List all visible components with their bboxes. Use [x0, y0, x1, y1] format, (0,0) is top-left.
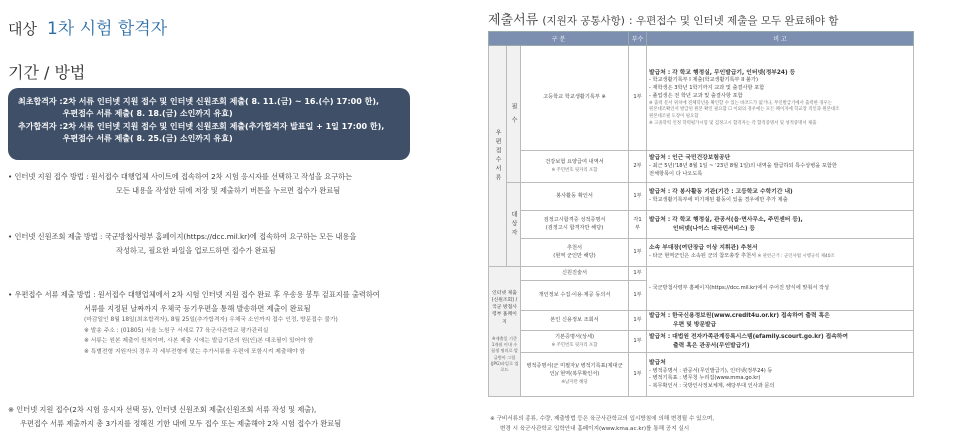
doc-reco	[521, 239, 629, 267]
deadline-first-line2: 우편접수 서류 제출( 8. 18.(금) 소인까지 유효)	[62, 108, 233, 118]
method-postal-address: ※ 발송 주소 : (01805) 서울 노원구 서세로 77 육군사관학교 평가관리실	[84, 327, 269, 334]
doc-credit-issuer: 발급처 : 한국신용정보원(www.credit4u.or.kr) 접속하여 출력 혹은	[649, 313, 830, 319]
doc-reco-remarks	[647, 239, 914, 267]
bottom-note-line1: ※ 인터넷 지원 접수(2차 시험 응시자 선택 등), 인터넷 신원조회 제출(신원조회 서류 작성 및 제출),	[8, 405, 317, 414]
doc-health	[521, 151, 629, 183]
doc-hs-note2: 원본대조확인서 발급된 원본 확인 필요함 ☐ 이외의 경우에는 모든 페이지에 학교장 직인과 원본대조	[649, 107, 840, 113]
method-postal-line2: 서류를 지정된 날짜까지 우체국 등기우편을 통해 발송하면 제출이 완료됨	[84, 303, 311, 313]
deadline-additional-head: 추가합격자 :	[18, 122, 63, 132]
doc-exam-line1: 인터넷(나이스 대국민서비스) 등	[673, 225, 756, 232]
doc-basic-line1: 출력 혹은 관공서(무인발급기)	[673, 342, 750, 349]
doc-exam-name: 검정고시합격증 성적증명서	[543, 216, 606, 223]
bottom-note	[8, 403, 341, 430]
doc-exam-copies: 각1부	[629, 211, 647, 239]
method-internet-apply-line2: 모든 내용을 작성한 뒤에 저장 및 제출하기 버튼을 누르면 접수가 완료됨	[116, 185, 341, 195]
doc-military	[521, 353, 629, 397]
doc-basic-sub: ※ 주민번호 뒷자리 포함	[551, 342, 598, 348]
method-internet-apply-line1: • 인터넷 지원 접수 방법 : 원서접수 대행업체 사이트에 접속하여 2차 시험 응시자를 선택하고 작성을 요구하는	[8, 172, 353, 181]
table-header-row	[489, 32, 914, 46]
doc-credit-line1: 우편 및 방문발급	[673, 321, 717, 328]
doc-identity: 신원진술서	[521, 267, 629, 281]
group-required: 필 수	[507, 46, 521, 183]
deadline-first-line1: 2차 서류 인터넷 지원 접수 및 인터넷 신원조회 제출( 8. 11.(금) ~ 16.(수) 17:00 한),	[62, 97, 380, 106]
doc-hs-issuer: 발급처 : 각 학교 행정실, 무인발급기, 인터넷(정부24) 등	[649, 69, 796, 76]
doc-health-sub: ※ 주민번호 뒷자리 포함	[551, 167, 598, 173]
table-row	[489, 331, 914, 353]
doc-hs-copies: 1부	[629, 46, 647, 151]
doc-military-name: 병적증명서(군 미필자)/ 병적기록표(제대군인)/ 현역(복무확인서)	[526, 363, 623, 377]
documents-title-rest: : 우편접수 및 인터넷 제출을 모두 완료해야 함	[629, 15, 839, 27]
method-internet-apply	[8, 170, 448, 197]
doc-health-line2: 전체항목이 다 나오도록	[649, 170, 703, 177]
deadline-first	[18, 96, 400, 119]
doc-health-remarks	[647, 151, 914, 183]
left-panel	[0, 0, 468, 446]
table-row	[489, 267, 914, 281]
doc-health-issuer: 발급처 : 인근 국민건강보험공단	[649, 155, 731, 162]
target-label: 대상	[8, 20, 37, 38]
group-internet-label: 인터넷 제출 (신원조회) / 국군 방첩사령부 홈페이지	[491, 290, 518, 325]
table-row	[489, 239, 914, 267]
method-postal-line3: (마감일인 8월 18일(최초합격자), 8월 25일(추가합격자) 우체국 소인까지 접수 인정, 방문접수 불가)	[84, 317, 338, 324]
doc-hs-line3: - 졸업생은 전 학년 교과 및 출결사항 포함	[649, 93, 743, 100]
method-internet-check-line1: • 인터넷 신원조회 제출 방법 : 국군방첩사령부 홈페이지(https://dcc.mil.kr)에 접속하여 요구하는 모든 내용을	[8, 232, 357, 241]
method-internet-check-line2: 작성하고, 필요한 파일을 업로드하면 접수가 완료됨	[116, 245, 276, 255]
header-copies: 부수	[629, 32, 647, 46]
table-note	[490, 415, 714, 434]
target-value: 1차 시험 합격자	[46, 19, 168, 39]
doc-reco-name: 추천서	[566, 244, 583, 251]
doc-health-copies: 2부	[629, 151, 647, 183]
doc-military-issuer: 발급처	[649, 359, 666, 366]
documents-table	[488, 31, 914, 397]
doc-military-copies: 1부	[629, 353, 647, 397]
method-postal	[8, 288, 448, 357]
doc-hs-line1: - 학교생활기록부 I 제출(학교생활기록부 II 불가)	[649, 77, 758, 84]
doc-health-name: 건강보험 요양급여 내역서	[545, 158, 604, 165]
doc-basic-remarks	[647, 331, 914, 353]
table-row	[489, 311, 914, 331]
group-applicable: 대상자	[507, 183, 521, 267]
deadline-additional	[18, 121, 400, 144]
table-row	[489, 353, 914, 397]
doc-reco-line1: - 타군 현역군인은 소속된 군의 참모총장 추천서	[649, 252, 756, 259]
doc-exam	[521, 211, 629, 239]
doc-hs-line2: - 재학생은 3학년 1학기까지 교과 및 출결사항 포함	[649, 85, 765, 92]
documents-title	[488, 9, 839, 28]
doc-volunteer-remarks	[647, 183, 914, 211]
documents-title-paren: (지원자 공통사항)	[542, 15, 625, 27]
header-category: 구 분	[489, 32, 629, 46]
method-internet-check	[8, 230, 448, 257]
deadline-box	[8, 88, 410, 160]
doc-hs-note1: ※ 출력 문서 위치에 전체학년을 확인할 수 있는 바코드가 없거나, 무인발급기에서 출력한 경우는	[649, 100, 833, 106]
doc-exam-sub: (검정고시 합격자만 해당)	[545, 224, 604, 231]
doc-basic	[521, 331, 629, 353]
doc-volunteer-issuer: 발급처 : 각 봉사활동 기관(기간 : 고등학교 수학기간 내)	[649, 189, 793, 196]
method-postal-original-note: ※ 서류는 원본 제출이 원칙이며, 사본 제출 시에는 발급기관의 원(인)본 대조필이 있어야 함	[84, 338, 314, 345]
doc-exam-remarks	[647, 211, 914, 239]
doc-hs: 고등학교 학교생활기록부 ※	[521, 46, 629, 151]
doc-volunteer-line1: - 학교생활기록부에 미기재된 활동이 있을 경우에만 추가 제출	[649, 196, 788, 203]
method-postal-line1: • 우편접수 서류 제출 방법 : 원서접수 대행업체에서 2차 시험 인터넷 지원 접수 완료 후 우송용 봉투 겉표지를 출력하여	[8, 290, 380, 299]
group-internet-note: ※제출일 기준 1개월 이내 수험생 명의로 발급받아 그림(JPG)파일로 업로드	[490, 335, 519, 373]
doc-credit-copies: 1부	[629, 311, 647, 331]
doc-volunteer-copies: 1부	[629, 183, 647, 211]
deadline-first-head: 최초합격자 :	[18, 97, 63, 106]
doc-reco-copies: 1부	[629, 239, 647, 267]
right-panel	[486, 0, 954, 446]
doc-reco-note: ※ 관련근거 : 군인사법 시행규칙 제40조	[757, 253, 835, 259]
period-title: 기간 / 방법	[8, 63, 86, 82]
doc-reco-sub: (현역 군인만 해당)	[553, 252, 596, 259]
doc-identity-copies: 1부	[629, 267, 647, 281]
table-note-line2: 변경 시 육군사관학교 입학안내 홈페이지(www.kma.ac.kr)를 통해 공지 실시	[500, 425, 690, 432]
doc-credit: 본인 신용정보 조회서	[521, 311, 629, 331]
documents-title-main: 제출서류	[488, 13, 539, 28]
doc-hs-remarks	[647, 46, 914, 151]
bottom-note-line2: 우편접수 서류 제출까지 총 3가지를 정해진 기한 내에 모두 접수 또는 제출해야 2차 시험 접수가 완료됨	[20, 418, 342, 428]
doc-basic-name: 기본증명서(상세)	[554, 334, 595, 341]
doc-military-line2: - 병적기록표 : 병무청 누리집(www.mma.go.kr)	[649, 375, 761, 382]
doc-military-sub: ※남자만 해당	[561, 379, 588, 385]
doc-military-remarks	[647, 353, 914, 397]
doc-volunteer: 봉사활동 확인서	[521, 183, 629, 211]
doc-hs-note3: 원본대조필 도장이 필요함	[649, 114, 699, 120]
doc-exam-issuer: 발급처 : 각 학교 행정실, 관공서(읍·면사무소, 주민센터 등),	[649, 216, 803, 223]
target-row	[8, 14, 167, 39]
group-postal: 우편접수서류	[489, 46, 507, 267]
doc-reco-issuer: 소속 부대장(여단장급 이상 지휘관) 추천서	[649, 245, 758, 252]
deadline-additional-line2: 우편접수 서류 제출( 8. 25.(금) 소인까지 유효)	[62, 133, 233, 143]
table-row	[489, 183, 914, 211]
doc-basic-copies: 1부	[629, 331, 647, 353]
doc-military-line3: - 복무확인서 : 국방인사정보체계, 해당부대 인사과 문의	[649, 383, 775, 390]
method-postal-special-note: ※ 특별전형 지원자의 경우 각 세부전형에 맞는 추가서류를 우편에 포함시켜 제출해야 함	[84, 348, 306, 355]
doc-family: 개인정보 수집·이용·제공 동의서	[521, 281, 629, 311]
doc-health-line1: - 최근 5년('18년 8월 1일 ~ '23년 8월 1일)의 내역을 발급하되 특수상병을 포함한	[649, 163, 837, 170]
doc-basic-issuer: 발급처 : 대법원 전자가족관계등록시스템(efamily.scourt.go.kr) 접속하여	[649, 334, 849, 341]
table-note-line1: ※ 구비서류의 종류, 수량, 제출방법 등은 육군사관학교의 입시방침에 의해 변경될 수 있으며,	[490, 416, 715, 422]
doc-military-line1: - 병적증명서 : 관공서(무인발급기), 인터넷(정부24) 등	[649, 367, 773, 374]
doc-family-copies: 1부	[629, 281, 647, 311]
doc-family-remarks: - 국군방첩사령부 홈페이지(https://dcc.mil.kr)에서 주어진 양식에 맞춰서 작성	[647, 267, 914, 311]
deadline-additional-line1: 2차 서류 인터넷 지원 접수 및 인터넷 신원조회 제출(추가합격자 발표일 + 1일 17:00 한),	[62, 122, 385, 132]
header-remarks: 비 고	[647, 32, 914, 46]
doc-hs-note4: ※ 고졸학력 인정 학력평가시험 및 검정고시 합격자는 각 합격증명서 및 성적증명서 제출	[649, 120, 817, 126]
doc-credit-remarks	[647, 311, 914, 331]
table-row	[489, 151, 914, 183]
group-internet	[489, 267, 521, 397]
table-row	[489, 211, 914, 239]
table-row	[489, 46, 914, 151]
